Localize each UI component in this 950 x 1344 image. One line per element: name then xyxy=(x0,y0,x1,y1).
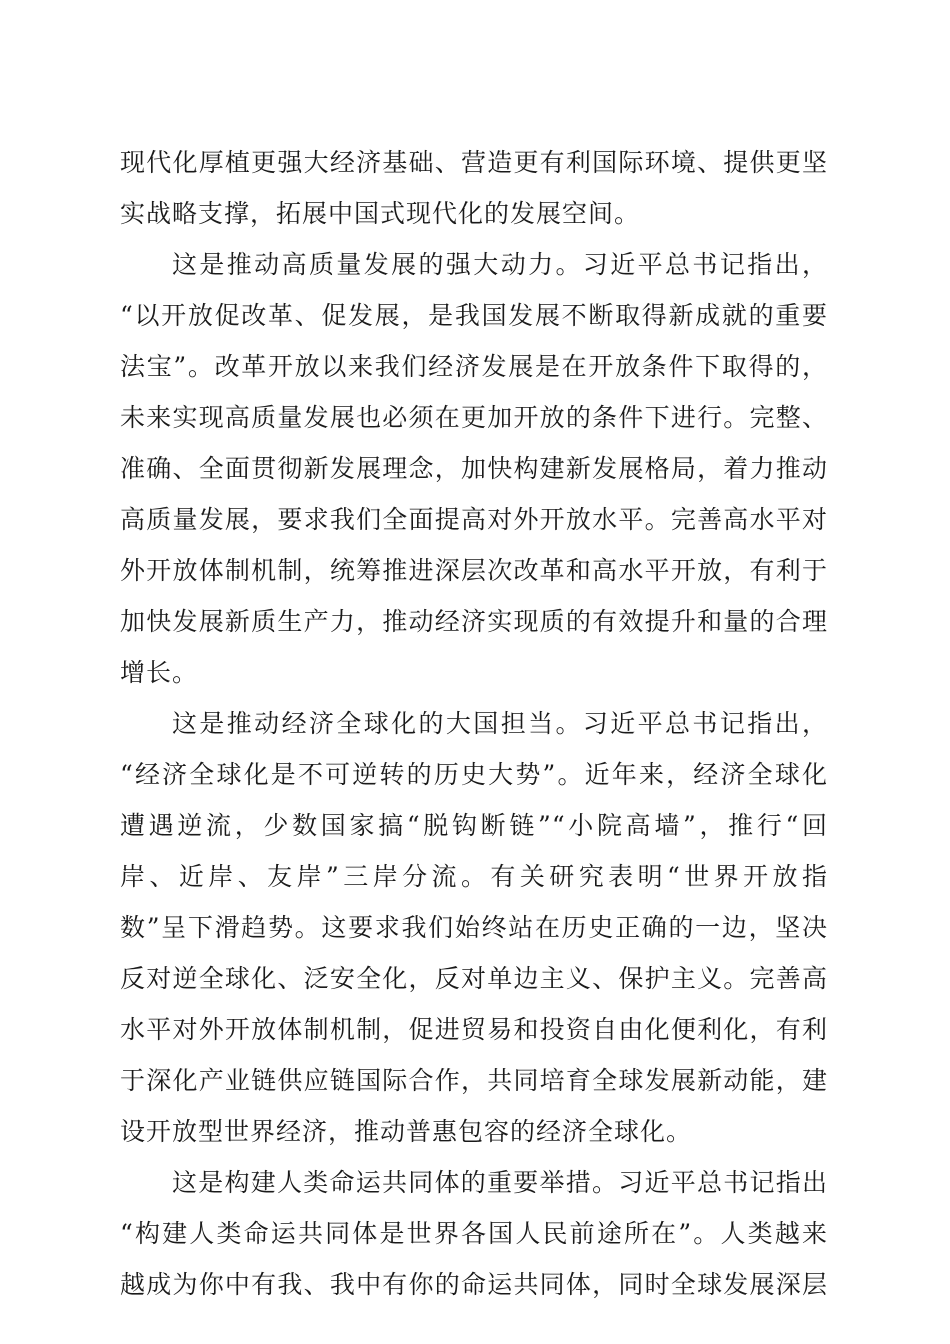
text-line: 水平对外开放体制机制，促进贸易和投资自由化便利化，有利 xyxy=(120,1015,828,1044)
text-line: 这是构建人类命运共同体的重要举措。习近平总书记指出 xyxy=(172,1168,828,1197)
paragraph-1 xyxy=(120,137,828,239)
text-line: 这是推动经济全球化的大国担当。习近平总书记指出， xyxy=(172,709,828,738)
text-line: 外开放体制机制，统筹推进深层次改革和高水平开放，有利于 xyxy=(120,556,828,585)
text-line: 反对逆全球化、泛安全化，反对单边主义、保护主义。完善高 xyxy=(120,964,828,993)
text-line: 现代化厚植更强大经济基础、营造更有利国际环境、提供更坚 xyxy=(120,148,828,177)
text-line: 这是推动高质量发展的强大动力。习近平总书记指出， xyxy=(172,250,828,279)
text-line: 于深化产业链供应链国际合作，共同培育全球发展新动能，建 xyxy=(120,1066,828,1095)
paragraph-4 xyxy=(120,1157,828,1310)
text-line: “构建人类命运共同体是世界各国人民前途所在”。人类越来 xyxy=(120,1219,828,1248)
paragraph-2 xyxy=(120,239,828,698)
text-line: “经济全球化是不可逆转的历史大势”。近年来，经济全球化 xyxy=(120,760,828,789)
text-line: 增长。 xyxy=(120,658,199,687)
text-line: “以开放促改革、促发展，是我国发展不断取得新成就的重要 xyxy=(120,301,828,330)
text-line: 实战略支撑，拓展中国式现代化的发展空间。 xyxy=(120,199,641,228)
text-line: 准确、全面贯彻新发展理念，加快构建新发展格局，着力推动 xyxy=(120,454,828,483)
text-line: 岸、近岸、友岸”三岸分流。有关研究表明“世界开放指 xyxy=(120,862,828,891)
text-line: 法宝”。改革开放以来我们经济发展是在开放条件下取得的， xyxy=(120,352,828,381)
text-line: 高质量发展，要求我们全面提高对外开放水平。完善高水平对 xyxy=(120,505,828,534)
text-line: 设开放型世界经济，推动普惠包容的经济全球化。 xyxy=(120,1117,693,1146)
text-line: 遭遇逆流，少数国家搞“脱钩断链”“小院高墙”，推行“回 xyxy=(120,811,828,840)
text-line: 越成为你中有我、我中有你的命运共同体，同时全球发展深层 xyxy=(120,1270,828,1299)
paragraph-3 xyxy=(120,698,828,1157)
body-text xyxy=(120,137,828,1310)
text-line: 加快发展新质生产力，推动经济实现质的有效提升和量的合理 xyxy=(120,607,828,636)
text-line: 数”呈下滑趋势。这要求我们始终站在历史正确的一边，坚决 xyxy=(120,913,828,942)
text-line: 未来实现高质量发展也必须在更加开放的条件下进行。完整、 xyxy=(120,403,828,432)
